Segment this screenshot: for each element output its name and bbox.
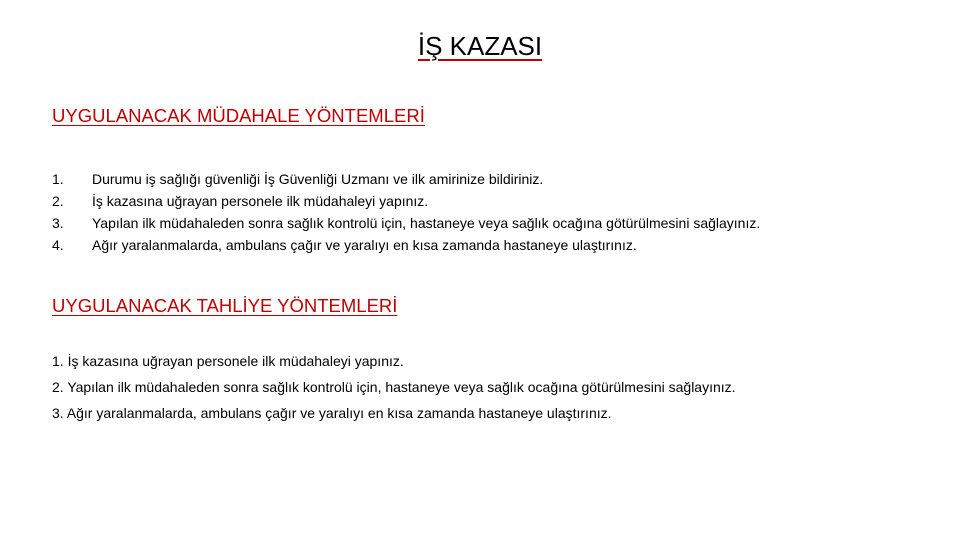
list-item-text: Ağır yaralanmalarda, ambulans çağır ve yaralıyı en kısa zamanda hastaneye ulaştırınız. (92, 237, 637, 253)
page-title: İŞ KAZASI (417, 31, 543, 61)
list-item (52, 234, 760, 256)
list-item (52, 212, 760, 234)
list-item-text: Durumu iş sağlığı güvenliği İş Güvenliği Uzmanı ve ilk amirinize bildiriniz. (92, 171, 544, 187)
list-item-text: Yapılan ilk müdahaleden sonra sağlık kontrolü için, hastaneye veya sağlık ocağına götürülmesini sağlayınız. (92, 215, 761, 231)
list-item: 3. Ağır yaralanmalarda, ambulans çağır ve yaralıyı en kısa zamanda hastaneye ulaştırınız. (52, 405, 612, 421)
list-item: 2. Yapılan ilk müdahaleden sonra sağlık kontrolü için, hastaneye veya sağlık ocağına götürülmesini sağlayınız. (52, 379, 736, 395)
intervention-methods-list (52, 168, 760, 256)
evacuation-methods-heading: UYGULANACAK TAHLİYE YÖNTEMLERİ (52, 295, 398, 316)
list-item-number: 1. (52, 171, 64, 187)
list-item-text: İş kazasına uğrayan personele ilk müdahaleyi yapınız. (92, 193, 429, 209)
list-item-number: 3. (52, 215, 64, 231)
list-item-number: 2. (52, 193, 64, 209)
list-item (52, 168, 760, 190)
intervention-methods-heading: UYGULANACAK MÜDAHALE YÖNTEMLERİ (52, 105, 425, 126)
list-item: 1. İş kazasına uğrayan personele ilk müdahaleyi yapınız. (52, 353, 404, 369)
list-item-number: 4. (52, 237, 64, 253)
evacuation-methods-list (52, 348, 736, 426)
list-item (52, 190, 760, 212)
